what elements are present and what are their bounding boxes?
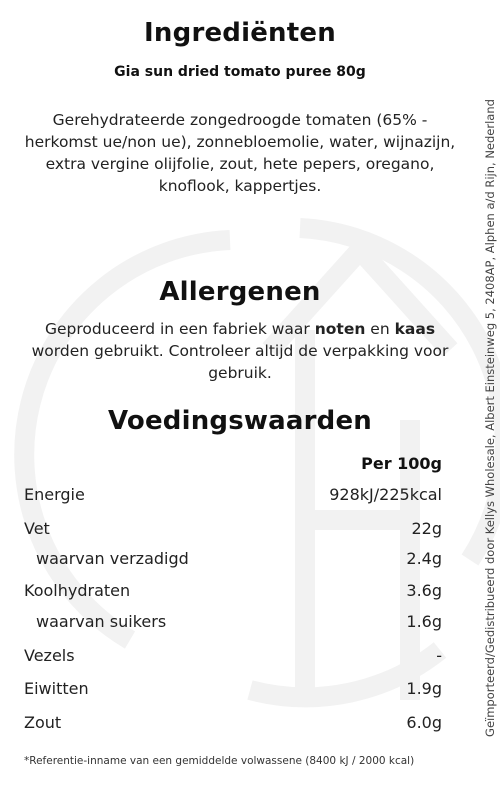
allergens-line: gebruik.: [208, 364, 272, 382]
allergen-cheese: kaas: [394, 320, 436, 338]
allergens-line: worden gebruikt. Controleer altijd de verpakking voor: [31, 342, 449, 360]
allergens-text: [0, 318, 480, 384]
nutrient-value: 3.6g: [406, 581, 442, 600]
nutrient-value: -: [436, 646, 442, 665]
distributor-info: Geïmporteerd/Gedistribueerd door Kellys Wholesale, Albert Einsteinweg 5, 2408AP, Alphen a/d Rijn, Nederland: [483, 99, 497, 737]
nutrient-label: Zout: [24, 713, 62, 732]
allergen-nuts: noten: [314, 320, 366, 338]
nutrient-label: Vezels: [24, 646, 75, 665]
ingredients-heading: Ingrediënten: [144, 18, 336, 48]
nutrition-heading: Voedingswaarden: [107, 406, 372, 436]
nutrient-label: waarvan suikers: [36, 612, 167, 631]
ingredients-text: [0, 109, 480, 197]
nutrient-value: 6.0g: [406, 713, 442, 732]
ingredients-line: herkomst ue/non ue), zonnebloemolie, water, wijnazijn,: [24, 133, 456, 151]
ingredients-line: extra vergine olijfolie, zout, hete pepers, oregano,: [45, 155, 435, 173]
nutrient-label: waarvan verzadigd: [36, 549, 189, 568]
ingredients-line: Gerehydrateerde zongedroogde tomaten (65% -: [52, 111, 428, 129]
nutrient-label: Koolhydraten: [24, 581, 131, 600]
nutrient-value: 928kJ/225kcal: [329, 485, 442, 504]
nutrient-value: 2.4g: [406, 549, 442, 568]
per-100g-label: Per 100g: [361, 454, 442, 473]
nutrient-label: Vet: [24, 519, 50, 538]
nutrient-label: Energie: [24, 485, 85, 504]
allergens-line: [0, 318, 480, 340]
allergens-text-segment: Geproduceerd in een fabriek waar: [44, 320, 315, 338]
nutrient-value: 22g: [411, 519, 442, 538]
product-name: Gia sun dried tomato puree 80g: [114, 64, 366, 80]
nutrient-label: Eiwitten: [24, 679, 89, 698]
allergens-heading: Allergenen: [159, 277, 321, 307]
ingredients-line: knoflook, kappertjes.: [158, 177, 322, 195]
nutrient-value: 1.6g: [406, 612, 442, 631]
nutrient-value: 1.9g: [406, 679, 442, 698]
allergens-text-segment: en: [365, 320, 395, 338]
reference-intake-footnote: *Referentie-inname van een gemiddelde volwassene (8400 kJ / 2000 kcal): [24, 755, 415, 767]
